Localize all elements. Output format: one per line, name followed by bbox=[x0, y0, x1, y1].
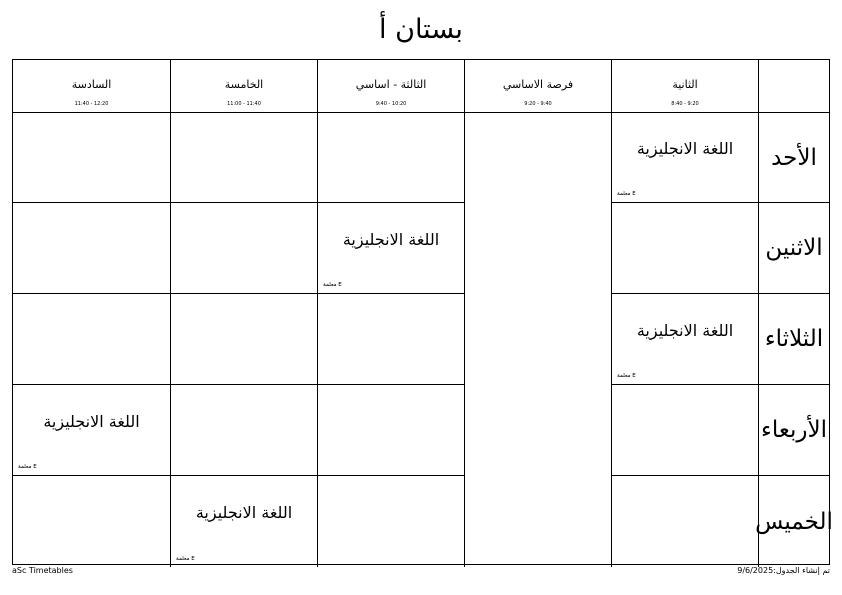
timetable-cell bbox=[318, 294, 465, 385]
period-name: الثالثة - اساسي bbox=[355, 78, 427, 91]
timetable-cell bbox=[13, 113, 171, 203]
timetable-cell bbox=[171, 294, 318, 385]
lesson-teacher: E معلمة bbox=[323, 282, 342, 288]
period-header bbox=[318, 60, 465, 113]
lesson-teacher: E معلمة bbox=[18, 464, 37, 470]
timetable-cell bbox=[171, 385, 318, 476]
period-header bbox=[465, 60, 612, 113]
period-name: الخامسة bbox=[224, 78, 264, 91]
timetable-cell bbox=[318, 476, 465, 567]
day-label: الاثنين bbox=[759, 203, 829, 294]
day-label: الخميس bbox=[755, 508, 833, 535]
lesson-teacher: E معلمة bbox=[617, 191, 636, 197]
period-time: 11:40 - 12:20 bbox=[74, 101, 109, 107]
lesson-subject: اللغة الانجليزية bbox=[43, 411, 140, 431]
period-name: فرصة الاساسي bbox=[502, 78, 574, 91]
timetable-cell bbox=[13, 294, 171, 385]
period-header bbox=[171, 60, 318, 113]
lesson-subject: اللغة الانجليزية bbox=[195, 503, 293, 522]
timetable-cell bbox=[171, 113, 318, 203]
lesson-teacher: E معلمة bbox=[617, 373, 636, 379]
period-header bbox=[13, 60, 171, 113]
lesson-subject: اللغة الانجليزية bbox=[342, 229, 440, 249]
period-name: الثانية bbox=[672, 78, 698, 91]
timetable-cell bbox=[171, 203, 318, 294]
period-time: 9:40 - 10:20 bbox=[375, 101, 407, 107]
timetable-cell bbox=[13, 203, 171, 294]
period-header bbox=[612, 60, 759, 113]
day-label: الثلاثاء bbox=[759, 294, 829, 385]
day-label: الأربعاء bbox=[759, 385, 829, 476]
timetable-cell bbox=[318, 203, 465, 294]
timetable-cell bbox=[612, 476, 759, 567]
break-column bbox=[465, 113, 612, 567]
timetable-cell bbox=[612, 113, 759, 203]
day-label: الأحد bbox=[759, 113, 829, 203]
timetable-cell bbox=[13, 476, 171, 567]
timetable-grid bbox=[12, 59, 833, 565]
lesson-subject: اللغة الانجليزية bbox=[636, 139, 734, 158]
timetable-cell bbox=[612, 385, 759, 476]
timetable-cell bbox=[318, 385, 465, 476]
lesson-subject: اللغة الانجليزية bbox=[636, 320, 734, 340]
header-corner bbox=[759, 60, 829, 113]
footer-app-name: aSc Timetables bbox=[12, 566, 73, 575]
timetable-cell bbox=[171, 476, 318, 567]
timetable-cell bbox=[612, 203, 759, 294]
timetable-title: بستان أ bbox=[379, 14, 463, 45]
footer-generated-date: تم إنشاء الجدول:9/6/2025 bbox=[737, 566, 830, 575]
timetable-cell bbox=[318, 113, 465, 203]
timetable-cell bbox=[612, 294, 759, 385]
period-time: 11:00 - 11:40 bbox=[227, 101, 261, 107]
period-name: السادسة bbox=[71, 78, 112, 91]
period-time: 9:20 - 9:40 bbox=[524, 101, 552, 107]
period-time: 8:40 - 9:20 bbox=[671, 101, 699, 107]
timetable-cell bbox=[13, 385, 171, 476]
lesson-teacher: E معلمة bbox=[176, 556, 195, 562]
